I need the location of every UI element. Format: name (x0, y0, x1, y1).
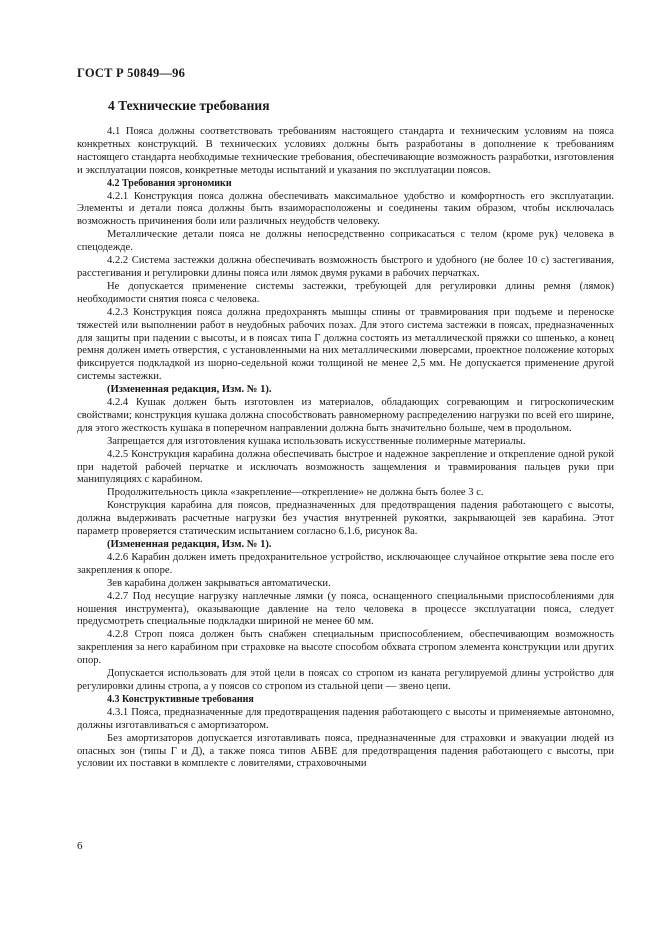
paragraph: 4.3.1 Пояса, предназначенные для предотвращения падения работающего с высоты и применяемые автономно, должны изготавливаться с амортизатором. (77, 706, 614, 731)
paragraph: 4.2.6 Карабин должен иметь предохранительное устройство, исключающее случайное открытие зева после его закрепления к опоре. (77, 551, 614, 576)
paragraph: 4.2.2 Система застежки должна обеспечивать возможность быстрого и удобного (не более 10 с) застегивания, расстегивания и регулировки длины пояса или лямок двумя руками в рабочих перчатках. (77, 255, 614, 279)
paragraph: 4.2.5 Конструкция карабина должна обеспечивать быстрое и надежное закрепление и открепление одной рукой при надетой рабочей перчатке и исключать возможность защемления и травмирования пальцев руки при манипуляциях с карабином. (77, 448, 614, 486)
paragraph: Допускается использовать для этой цели в поясах со стропом из каната регулируемой длины устройство для регулировки длины стропа, а у поясов со стропом из стальной цепи — звено цепи. (77, 668, 614, 692)
paragraph: Не допускается применение системы застежки, требующей для регулировки длины ремня (лямок) необходимости снятия пояса с человека. (77, 280, 614, 305)
subsection-heading: 4.2 Требования эргономики (107, 177, 232, 189)
subsection-heading: 4.3 Конструктивные требования (107, 693, 254, 705)
paragraph: 4.2.4 Кушак должен быть изготовлен из материалов, обладающих согревающим и гигроскопическим свойствами; конструкция кушака должна способствовать равномерному распределению нагрузки по всей его ширине, для этого жесткость кушака в поперечном направлении должна быть значительно больше, чем в продольном. (77, 397, 614, 434)
document-header: ГОСТ Р 50849—96 (77, 66, 186, 80)
paragraph: Продолжительность цикла «закрепление—открепление» не должна быть более 3 с. (107, 487, 484, 499)
paragraph: 4.2.7 Под несущие нагрузку наплечные лямки (у пояса, оснащенного специальными приспособлениями для ношения инструмента), оказывающие давление на тело человека в процессе эксплуатации пояса, следует предусмотреть специальные подкладки шириной не менее 60 мм. (77, 590, 614, 628)
paragraph: Запрещается для изготовления кушака использовать искусственные полимерные материалы. (107, 435, 526, 447)
paragraph: 4.1 Пояса должны соответствовать требованиям настоящего стандарта и техническим условиям на пояса конкретных конструкций. В технических условиях должны быть разработаны в дополнение к требованиям настоящего стандарта необходимые технические требования, обеспечивающие возможность разработки, изготовления и эксплуатации поясов, конкретные методы испытаний и указания по эксплуатации поясов. (77, 126, 614, 176)
paragraph: 4.2.3 Конструкция пояса должна предохранять мышцы спины от травмирования при подъеме и переноске тяжестей или выполнении работ в неудобных рабочих позах. Для этого система застежки в поясах, предназначенных для защиты при падении с высоты, и в поясах типа Г должна состоять из металлической пряжки со шпенько, а конец ремня должен иметь отверстия, с установленными на них металлическими люверсами, проектное положение которых фиксируется подкладкой из шорно-седельной кожи толщиной не менее 2,5 мм. Не допускается применение другой системы застежки. (77, 306, 614, 383)
paragraph: Конструкция карабина для поясов, предназначенных для предотвращения падения работающего с высоты, должна выдерживать расчетные нагрузки без участия внутренней рукоятки, закрывающей зев карабина. Этот параметр проверяется статическим испытанием согласно 6.1.6, рисунок 8а. (77, 500, 614, 538)
paragraph: Без амортизаторов допускается изготавливать пояса, предназначенные для страховки и эвакуации людей из опасных зон (типы Г и Д), а также пояса типов АБВЕ для предотвращения падения работающего с высоты, при условии их поставки в комплекте с ловителями, страховочными (77, 732, 614, 770)
document-body (77, 126, 614, 771)
paragraph: Металлические детали пояса не должны непосредственно соприкасаться с телом (кроме рук) человека в спецодежде. (77, 229, 614, 254)
paragraph: 4.2.8 Строп пояса должен быть снабжен специальным приспособлением, обеспечивающим возможность закрепления за него карабином при страховке на высоте способом обхвата стропом элемента конструкции или других опор. (77, 629, 614, 667)
amendment-note: (Измененная редакция, Изм. № 1). (107, 539, 272, 550)
section-title: 4 Технические требования (108, 98, 270, 113)
paragraph: 4.2.1 Конструкция пояса должна обеспечивать максимальное удобство и комфортность его эксплуатации. Элементы и детали пояса должны быть взаиморасположены и соединены таким образом, чтобы исключалась возможность причинения боли или различных неудобств человеку. (77, 190, 614, 228)
paragraph: Зев карабина должен закрываться автоматически. (107, 577, 331, 589)
page-number: 6 (77, 840, 83, 852)
amendment-note: (Измененная редакция, Изм. № 1). (107, 384, 272, 396)
